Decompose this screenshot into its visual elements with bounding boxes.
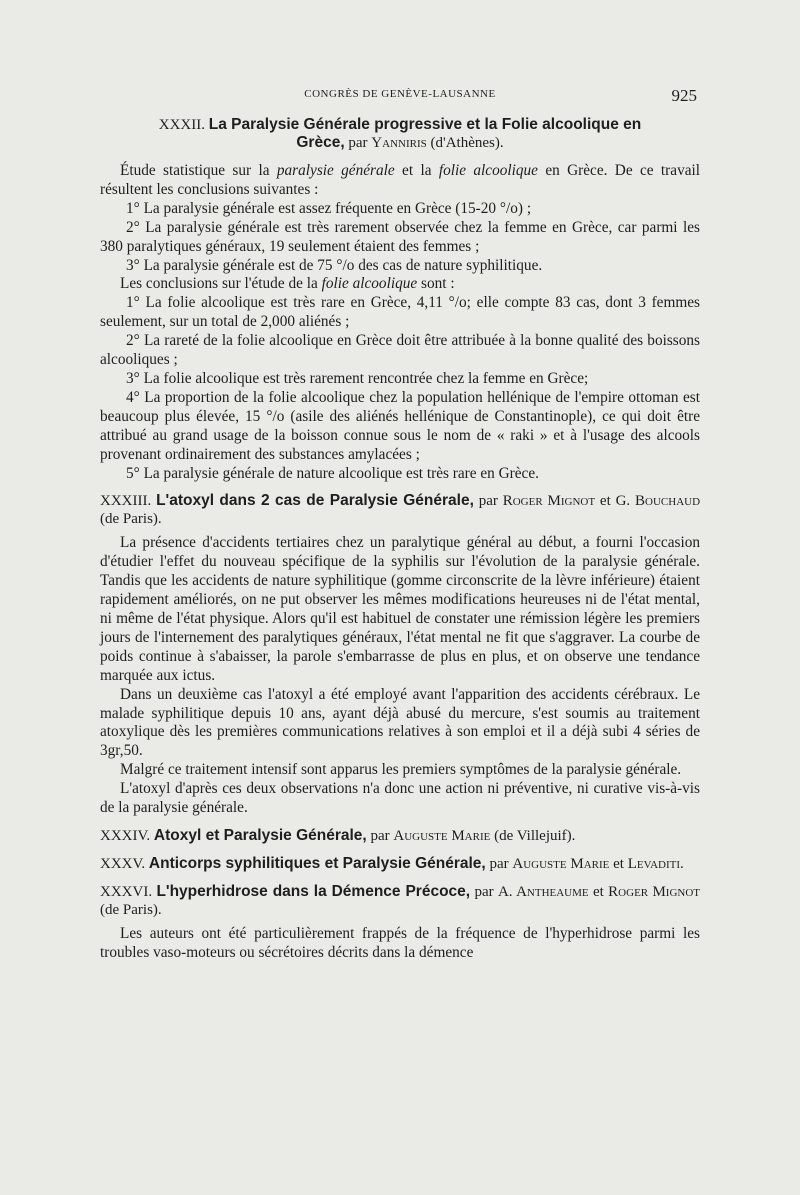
section-35-heading (100, 855, 700, 873)
list-item: 3° La folie alcoolique est très rarement rencontrée chez la femme en Grèce; (126, 369, 589, 387)
and-word: et (613, 856, 624, 872)
by-word: par (489, 856, 509, 872)
section-32-heading (100, 116, 700, 152)
author: G. Bouchaud (615, 493, 701, 510)
paragraph: Étude statistique sur la paralysie générale et la folie alcoolique en Grèce. De ce travail résultent les conclusions suivantes : (100, 162, 701, 198)
by-word: par (474, 884, 494, 900)
page-number: 925 (671, 86, 697, 105)
section-34-heading (100, 827, 700, 845)
section-33-heading (100, 492, 700, 528)
section-title: L'hyperhidrose dans la Démence Précoce, (156, 883, 471, 900)
list-item: 3° La paralysie générale est de 75 °/o des cas de nature syphilitique. (126, 256, 543, 274)
section-36-heading (100, 883, 700, 919)
page-body (100, 116, 700, 963)
section-number: XXXIV. (100, 828, 151, 844)
section-title-cont: Grèce, (296, 134, 345, 151)
list-item: 1° La paralysie générale est assez fréquente en Grèce (15-20 °/o) ; (126, 199, 532, 217)
by-word: par (478, 493, 498, 510)
paragraph: Dans un deuxième cas l'atoxyl a été employé avant l'apparition des accidents cérébraux. Le malade syphilitique depuis 10 ans, ayant déjà abusé du mercure, s'est soumis au traitement atoxylique dès les premières communications relatives à son emploi et il a déjà subi 4 séries de 3gr,50. (100, 685, 700, 760)
paragraph: La présence d'accidents tertiaires chez un paralytique général au début, a fourni l'occasion d'étudier l'effet du nouveau spécifique de la syphilis sur l'évolution de la paralysie générale. Tandis que les accidents de nature syphilitique (gomme circonscrite de la lèvre inférieure) étaient rapidement améliorés, on ne put observer les mêmes modifications heureuses ni de l'état mental, ni même de l'état physique. Alors qu'il est habituel de constater une rémission légère les premiers jours de l'internement des paralytiques généraux, l'état mental ne fit que s'aggraver. La courbe de poids continue à s'abaisser, la parole s'embarrasse de plus en plus, et on observe une tendance marquée aux ictus. (100, 534, 700, 684)
section-number: XXXII. (158, 117, 206, 133)
author: Auguste Marie (512, 856, 610, 872)
author-place: (de Paris). (100, 902, 162, 918)
running-title: CONGRÈS DE GENÈVE-LAUSANNE (304, 88, 496, 100)
section-number: XXXIII. (100, 493, 152, 510)
section-title: Atoxyl et Paralysie Générale, (153, 827, 367, 844)
paragraph: L'atoxyl d'après ces deux observations n'a donc une action ni préventive, ni curative vis-à-vis de la paralysie générale. (100, 780, 700, 817)
author: Yanniris (371, 135, 427, 151)
paragraph: Les conclusions sur l'étude de la folie alcoolique sont : (120, 275, 455, 293)
list-item: 2° La rareté de la folie alcoolique en Grèce doit être attribuée à la bonne qualité des boissons alcooliques ; (100, 332, 700, 369)
author-place: (de Villejuif). (494, 828, 576, 844)
section-title: L'atoxyl dans 2 cas de Paralysie Générale, (156, 492, 474, 510)
list-item: 1° La folie alcoolique est très rare en Grèce, 4,11 °/o; elle compte 83 cas, dont 3 femmes seulement, sur un total de 2,000 aliénés ; (100, 294, 700, 331)
page-header (0, 86, 800, 110)
author: Levaditi. (627, 856, 684, 872)
and-word: et (592, 884, 604, 900)
paragraph: Malgré ce traitement intensif sont apparus les premiers symptômes de la paralysie générale. (120, 761, 682, 779)
paragraph: Les auteurs ont été particulièrement frappés de la fréquence de l'hyperhidrose parmi les troubles vaso-moteurs ou sécrétoires décrits dans la démence (100, 925, 700, 961)
section-title: La Paralysie Générale progressive et la Folie alcoolique en (208, 116, 642, 133)
and-word: et (599, 493, 611, 510)
by-word: par (348, 135, 368, 151)
author: A. Antheaume (497, 884, 589, 900)
author-place: (de Paris). (100, 511, 162, 528)
list-item: 4° La proportion de la folie alcoolique chez la population hellénique de l'empire ottoman est beaucoup plus élevée, 15 °/o (asile des aliénés hellénique de Constantinople), ce qui doit être attribué au grand usage de la boisson connue sous le nom de « raki » et à l'usage des alcools provenant ordinairement des substances amylacées ; (100, 388, 700, 463)
section-number: XXXVI. (100, 884, 153, 900)
author: Roger Mignot (608, 884, 701, 900)
author: Auguste Marie (393, 828, 491, 844)
author: Roger Mignot (502, 493, 596, 510)
author-place: (d'Athènes). (430, 135, 504, 151)
list-item: 2° La paralysie générale est très rarement observée chez la femme en Grèce, car parmi les 380 paralytiques généraux, 19 seulement étaient des femmes ; (100, 218, 700, 255)
section-number: XXXV. (100, 856, 146, 872)
by-word: par (370, 828, 390, 844)
list-item: 5° La paralysie générale de nature alcoolique est très rare en Grèce. (126, 464, 539, 482)
section-title: Anticorps syphilitiques et Paralysie Générale, (148, 855, 486, 872)
